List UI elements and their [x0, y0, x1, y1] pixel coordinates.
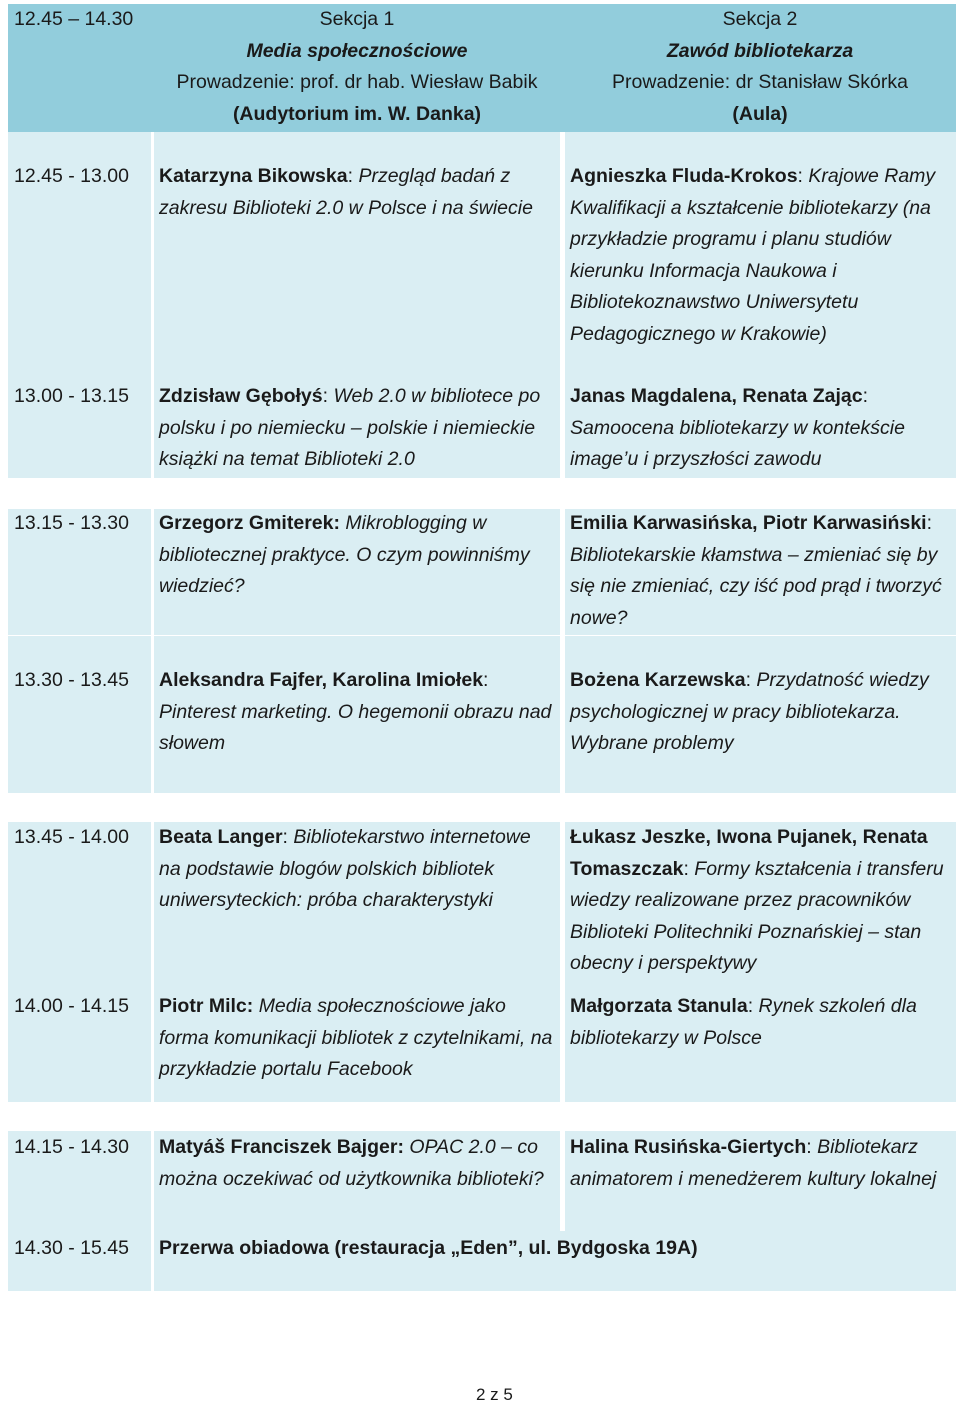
- row-4-talk-b: [570, 665, 954, 760]
- talk-title: Web 2.0 w bibliotece po polsku i po niemiecku – polskie i niemieckie książki na temat Biblioteki 2.0: [159, 385, 541, 470]
- speaker-name: Janas Magdalena, Renata Zając: [570, 385, 863, 407]
- speaker-name: Agnieszka Fluda-Krokos: [570, 165, 798, 187]
- talk-title: Pinterest marketing. O hegemonii obrazu nad słowem: [159, 700, 552, 754]
- talk-title: Samoocena bibliotekarzy w kontekście image’u i przyszłości zawodu: [570, 416, 905, 470]
- talk-title: Krajowe Ramy Kwalifikacji a kształcenie bibliotekarzy (na przykładzie programu i planu studiów kierunku Informacja Naukowa i Bibliotekoznawstwo Uniwersytetu Pedagogicznego w Krakowie): [570, 165, 936, 345]
- section-1-header: [154, 4, 560, 130]
- talk-title: Przegląd badań z zakresu Biblioteki 2.0 w Polsce i na świecie: [159, 165, 533, 219]
- speaker-name: Emilia Karwasińska, Piotr Karwasiński: [570, 512, 927, 534]
- separator: :: [347, 165, 359, 187]
- column-divider: [560, 132, 565, 1231]
- speaker-name: Grzegorz Gmiterek:: [159, 512, 340, 534]
- speaker-name: Zdzisław Gębołyś: [159, 385, 323, 407]
- separator: :: [322, 385, 334, 407]
- row-3-talk-a: [159, 508, 555, 603]
- header-time: 12.45 – 14.30: [14, 8, 134, 30]
- row-6-time: 14.00 - 14.15: [14, 995, 129, 1017]
- row-4-time: 13.30 - 13.45: [14, 669, 129, 691]
- section-2-chair: Prowadzenie: dr Stanisław Skórka: [612, 71, 908, 93]
- row-3-time: 13.15 - 13.30: [14, 512, 129, 534]
- speaker-name: Beata Langer: [159, 826, 283, 848]
- row-2-time: 13.00 - 13.15: [14, 385, 129, 407]
- section-2-room: (Aula): [732, 102, 788, 125]
- speaker-name: Aleksandra Fajfer, Karolina Imiołek: [159, 669, 484, 691]
- speaker-name: Piotr Milc:: [159, 995, 254, 1017]
- section-2-theme: Zawód bibliotekarza: [666, 39, 854, 62]
- separator: :: [862, 385, 869, 407]
- row-1-talk-b: [570, 161, 954, 350]
- speaker-name: Małgorzata Stanula: [570, 995, 748, 1017]
- talk-title: Przydatność wiedzy psychologicznej w pracy bibliotekarza. Wybrane problemy: [570, 669, 929, 754]
- break-text: Przerwa obiadowa (restauracja „Eden”, ul. Bydgoska 19A): [159, 1237, 698, 1259]
- separator: :: [926, 512, 933, 534]
- section-1-chair: Prowadzenie: prof. dr hab. Wiesław Babik: [176, 71, 538, 93]
- row-1-time: 12.45 - 13.00: [14, 165, 129, 187]
- row-6-talk-b: [570, 991, 954, 1054]
- separator: :: [483, 669, 489, 691]
- separator: :: [797, 165, 809, 187]
- section-1-room: (Audytorium im. W. Danka): [232, 102, 482, 125]
- speaker-name: Halina Rusińska-Giertych: [570, 1136, 807, 1158]
- separator: :: [745, 669, 757, 691]
- column-divider: [151, 132, 154, 1291]
- separator: :: [683, 857, 695, 880]
- section-1-title: Sekcja 1: [319, 8, 395, 30]
- row-5-time: 13.45 - 14.00: [14, 826, 129, 848]
- talk-title: OPAC 2.0 – co można oczekiwać od użytkownika biblioteki?: [159, 1136, 544, 1190]
- separator: :: [282, 826, 294, 848]
- talk-title: Bibliotekarstwo internetowe na podstawie blogów polskich bibliotek uniwersyteckich: próba charakterystyki: [159, 826, 531, 911]
- section-2-title: Sekcja 2: [722, 8, 798, 30]
- row-3-talk-b: [570, 508, 954, 634]
- row-4-talk-a: [159, 665, 555, 760]
- row-5-talk-b: [570, 822, 954, 980]
- separator: :: [806, 1136, 818, 1158]
- row-6-talk-a: [159, 991, 555, 1086]
- speaker-name: Katarzyna Bikowska: [159, 165, 348, 187]
- row-2-talk-b: [570, 381, 954, 476]
- row-7-time: 14.15 - 14.30: [14, 1136, 129, 1158]
- talk-title: Media społecznościowe jako forma komunikacji bibliotek z czytelnikami, na przykładzie portalu Facebook: [159, 995, 553, 1080]
- row-1-talk-a: [159, 161, 555, 224]
- section-1-theme: Media społecznościowe: [246, 39, 468, 62]
- row-5-talk-a: [159, 822, 555, 917]
- section-2-header: [565, 4, 955, 130]
- row-7-talk-a: [159, 1132, 555, 1195]
- talk-title: Bibliotekarskie kłamstwa – zmieniać się by się nie zmieniać, czy iść pod prąd i tworzyć nowe?: [570, 543, 942, 629]
- speaker-name: Matyáš Franciszek Bajger:: [159, 1136, 404, 1158]
- speaker-name: Łukasz Jeszke, Iwona Pujanek, Renata Tomaszczak: [570, 826, 928, 880]
- separator: :: [747, 995, 759, 1017]
- speaker-name: Bożena Karzewska: [570, 669, 746, 691]
- talk-title: Rynek szkoleń dla bibliotekarzy w Polsce: [570, 995, 917, 1049]
- row-2-talk-a: [159, 381, 555, 476]
- row-7-talk-b: [570, 1132, 954, 1195]
- break-time: 14.30 - 15.45: [14, 1237, 129, 1259]
- talk-title: Mikroblogging w bibliotecznej praktyce. O czym powinniśmy wiedzieć?: [159, 512, 530, 597]
- talk-title: Formy kształcenia i transferu wiedzy realizowane przez pracowników Biblioteki Politechniki Poznańskiej – stan obecny i perspektywy: [570, 857, 944, 974]
- talk-title: Bibliotekarz animatorem i menedżerem kultury lokalnej: [570, 1136, 937, 1190]
- page-number: 2 z 5: [476, 1385, 513, 1404]
